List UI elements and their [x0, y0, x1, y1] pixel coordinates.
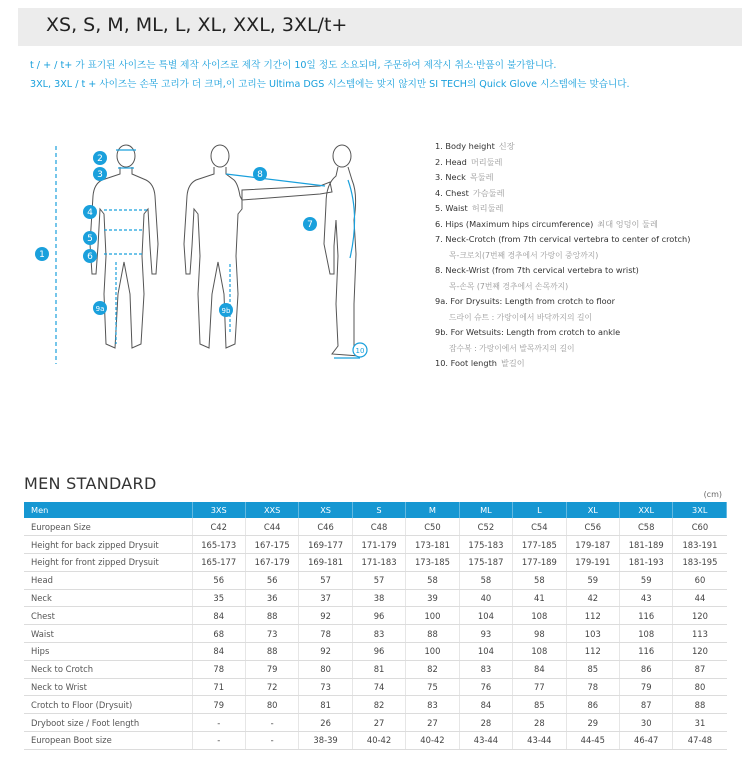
table-cell: 80: [673, 678, 727, 696]
table-cell: 43: [620, 589, 673, 607]
table-cell: 88: [673, 696, 727, 714]
table-cell: 57: [299, 571, 352, 589]
table-cell: 96: [352, 607, 405, 625]
table-cell: 43-44: [459, 732, 512, 750]
table-cell: C52: [459, 518, 512, 536]
marker-label: 1: [39, 250, 45, 260]
column-header: ML: [459, 502, 512, 518]
legend-item: 4. Chest 가슴둘레: [435, 187, 505, 198]
column-header: 3XL: [673, 502, 727, 518]
table-cell: 82: [406, 660, 459, 678]
marker-label: 2: [97, 154, 103, 164]
row-label: Neck to Crotch: [24, 660, 192, 678]
table-cell: C48: [352, 518, 405, 536]
table-cell: 26: [299, 714, 352, 732]
table-cell: 85: [513, 696, 566, 714]
column-header: XXS: [245, 502, 298, 518]
table-cell: 77: [513, 678, 566, 696]
measurement-legend: [435, 139, 735, 372]
table-cell: 169-177: [299, 536, 352, 554]
table-cell: 85: [566, 660, 619, 678]
table-cell: 165-177: [192, 554, 245, 572]
row-label: Height for front zipped Drysuit: [24, 554, 192, 572]
table-cell: 100: [406, 643, 459, 661]
table-cell: C58: [620, 518, 673, 536]
table-row: [24, 696, 727, 714]
table-cell: 173-181: [406, 536, 459, 554]
table-cell: 103: [566, 625, 619, 643]
table-cell: 38: [352, 589, 405, 607]
table-cell: 175-183: [459, 536, 512, 554]
table-cell: 81: [299, 696, 352, 714]
legend-item: 3. Neck 목둘레: [435, 172, 494, 182]
table-header: [24, 502, 727, 518]
table-cell: -: [245, 714, 298, 732]
table-cell: 92: [299, 643, 352, 661]
table-cell: 84: [459, 696, 512, 714]
table-cell: 108: [620, 625, 673, 643]
table-cell: 78: [299, 625, 352, 643]
table-row: [24, 536, 727, 554]
table-cell: 29: [566, 714, 619, 732]
table-cell: 84: [192, 607, 245, 625]
table-cell: 58: [459, 571, 512, 589]
table-cell: 83: [459, 660, 512, 678]
table-cell: 104: [459, 607, 512, 625]
table-cell: 167-175: [245, 536, 298, 554]
table-cell: 56: [245, 571, 298, 589]
table-cell: 72: [245, 678, 298, 696]
table-cell: 73: [299, 678, 352, 696]
table-cell: 181-193: [620, 554, 673, 572]
table-cell: 116: [620, 643, 673, 661]
table-cell: 108: [513, 643, 566, 661]
table-cell: C60: [673, 518, 727, 536]
column-header: L: [513, 502, 566, 518]
marker-label: 3: [97, 170, 103, 180]
table-cell: 56: [192, 571, 245, 589]
marker-label: 7: [307, 220, 313, 230]
row-label: Neck: [24, 589, 192, 607]
title-bar: [18, 8, 742, 46]
table-cell: 59: [620, 571, 673, 589]
table-cell: 87: [673, 660, 727, 678]
table-cell: C46: [299, 518, 352, 536]
measurement-figures: [20, 134, 420, 369]
row-label: Head: [24, 571, 192, 589]
table-cell: 39: [406, 589, 459, 607]
table-row: [24, 643, 727, 661]
table-cell: 27: [406, 714, 459, 732]
marker-label: 6: [87, 252, 93, 262]
unit-label: (cm): [703, 490, 722, 499]
table-row: [24, 518, 727, 536]
table-cell: 83: [406, 696, 459, 714]
table-cell: 68: [192, 625, 245, 643]
legend-item: 7. Neck-Crotch (from 7th cervical vertebra to center of crotch): [435, 234, 691, 244]
table-cell: 73: [245, 625, 298, 643]
table-cell: 31: [673, 714, 727, 732]
legend-item: 5. Waist 허리둘레: [435, 203, 504, 213]
marker-label: 5: [87, 234, 93, 244]
table-row: [24, 678, 727, 696]
table-cell: 36: [245, 589, 298, 607]
table-cell: 44-45: [566, 732, 619, 750]
table-cell: 167-179: [245, 554, 298, 572]
table-cell: 108: [513, 607, 566, 625]
table-cell: 38-39: [299, 732, 352, 750]
table-cell: 30: [620, 714, 673, 732]
table-cell: 179-187: [566, 536, 619, 554]
table-cell: 59: [566, 571, 619, 589]
table-cell: 78: [192, 660, 245, 678]
table-cell: 177-189: [513, 554, 566, 572]
table-cell: 112: [566, 643, 619, 661]
side-body-figure: [324, 145, 360, 356]
table-row: [24, 607, 727, 625]
table-cell: 81: [352, 660, 405, 678]
table-row: [24, 589, 727, 607]
legend-item: 6. Hips (Maximum hips circumference) 최대 엉덩이 둘레: [435, 218, 658, 229]
marker-label: 8: [257, 170, 263, 180]
row-label: European Size: [24, 518, 192, 536]
table-cell: 120: [673, 643, 727, 661]
legend-sub: 드라이 슈트 : 가랑이에서 바닥까지의 길이: [449, 312, 593, 322]
table-row: [24, 714, 727, 732]
table-cell: 37: [299, 589, 352, 607]
page-title: XS, S, M, ML, L, XL, XXL, 3XL/t+: [46, 14, 348, 36]
table-cell: 88: [406, 625, 459, 643]
table-cell: 169-181: [299, 554, 352, 572]
table-cell: 86: [566, 696, 619, 714]
legend-item: 8. Neck-Wrist (from 7th cervical vertebra to wrist): [435, 265, 639, 275]
table-cell: C54: [513, 518, 566, 536]
table-cell: 74: [352, 678, 405, 696]
table-cell: 79: [192, 696, 245, 714]
table-cell: 44: [673, 589, 727, 607]
table-row: [24, 571, 727, 589]
table-cell: 27: [352, 714, 405, 732]
legend-item: 9b. For Wetsuits: Length from crotch to ankle: [435, 327, 621, 337]
column-header: Men: [24, 502, 192, 518]
column-header: S: [352, 502, 405, 518]
table-cell: 96: [352, 643, 405, 661]
legend-item: 1. Body height 신장: [435, 141, 515, 151]
row-label: Chest: [24, 607, 192, 625]
table-cell: 57: [352, 571, 405, 589]
table-cell: 183-195: [673, 554, 727, 572]
table-cell: 100: [406, 607, 459, 625]
table-cell: 60: [673, 571, 727, 589]
legend-item: 9a. For Drysuits: Length from crotch to floor: [435, 296, 615, 306]
table-cell: 175-187: [459, 554, 512, 572]
column-header: XXL: [620, 502, 673, 518]
table-cell: 35: [192, 589, 245, 607]
note-line: t / + / t+ 가 표기된 사이즈는 특별 제작 사이즈로 제작 기간이 10일 정도 소요되며, 주문하여 제작시 취소·반품이 불가합니다.: [30, 60, 557, 71]
table-row: [24, 660, 727, 678]
row-label: Height for back zipped Drysuit: [24, 536, 192, 554]
table-cell: 173-185: [406, 554, 459, 572]
table-cell: 75: [406, 678, 459, 696]
table-cell: C56: [566, 518, 619, 536]
table-cell: 92: [299, 607, 352, 625]
table-cell: -: [192, 732, 245, 750]
table-cell: 86: [620, 660, 673, 678]
table-cell: 179-191: [566, 554, 619, 572]
column-header: 3XS: [192, 502, 245, 518]
table-cell: 46-47: [620, 732, 673, 750]
table-cell: 183-191: [673, 536, 727, 554]
table-cell: 42: [566, 589, 619, 607]
table-row: [24, 625, 727, 643]
marker-label: 9a: [95, 305, 105, 313]
table-cell: 79: [245, 660, 298, 678]
legend-sub: 잠수복 : 가랑이에서 발목까지의 길이: [449, 343, 575, 353]
table-cell: 84: [513, 660, 566, 678]
marker-label: 4: [87, 208, 93, 218]
size-table: [24, 502, 727, 750]
table-cell: 112: [566, 607, 619, 625]
notes: [30, 56, 730, 94]
section-title: MEN STANDARD: [24, 474, 157, 493]
table-cell: 93: [459, 625, 512, 643]
table-cell: 40: [459, 589, 512, 607]
table-cell: 79: [620, 678, 673, 696]
table-cell: 40-42: [352, 732, 405, 750]
column-header: XS: [299, 502, 352, 518]
table-cell: -: [245, 732, 298, 750]
row-label: Crotch to Floor (Drysuit): [24, 696, 192, 714]
marker-label: 10: [355, 347, 365, 355]
table-cell: 47-48: [673, 732, 727, 750]
table-row: [24, 554, 727, 572]
table-cell: 80: [299, 660, 352, 678]
table-cell: 28: [513, 714, 566, 732]
table-cell: C44: [245, 518, 298, 536]
table-cell: 80: [245, 696, 298, 714]
table-cell: 43-44: [513, 732, 566, 750]
table-cell: C50: [406, 518, 459, 536]
table-cell: 78: [566, 678, 619, 696]
table-cell: 98: [513, 625, 566, 643]
table-cell: 40-42: [406, 732, 459, 750]
table-cell: 41: [513, 589, 566, 607]
table-cell: 181-189: [620, 536, 673, 554]
column-header: M: [406, 502, 459, 518]
table-cell: 104: [459, 643, 512, 661]
column-header: XL: [566, 502, 619, 518]
table-cell: 28: [459, 714, 512, 732]
row-label: European Boot size: [24, 732, 192, 750]
note-line: 3XL, 3XL / t + 사이즈는 손목 고리가 더 크며,이 고리는 Ultima DGS 시스템에는 맞지 않지만 SI TECH의 Quick Glove 시스템에는 맞습니다.: [30, 79, 630, 90]
legend-sub: 목-크로치(7번째 경추에서 가랑이 중앙까지): [449, 250, 599, 260]
table-cell: 84: [192, 643, 245, 661]
table-cell: 58: [513, 571, 566, 589]
table-cell: 113: [673, 625, 727, 643]
table-cell: 171-179: [352, 536, 405, 554]
table-cell: 83: [352, 625, 405, 643]
table-cell: 82: [352, 696, 405, 714]
legend-item: 10. Foot length 발길이: [435, 358, 525, 368]
table-cell: 76: [459, 678, 512, 696]
row-label: Dryboot size / Foot length: [24, 714, 192, 732]
table-cell: -: [192, 714, 245, 732]
row-label: Hips: [24, 643, 192, 661]
table-cell: 88: [245, 643, 298, 661]
row-label: Neck to Wrist: [24, 678, 192, 696]
table-cell: 71: [192, 678, 245, 696]
table-cell: 165-173: [192, 536, 245, 554]
legend-item: 2. Head 머리둘레: [435, 156, 503, 167]
legend-sub: 목-손목 (7번째 경추에서 손목까지): [449, 281, 569, 291]
table-cell: C42: [192, 518, 245, 536]
table-cell: 87: [620, 696, 673, 714]
table-cell: 116: [620, 607, 673, 625]
marker-label: 9b: [221, 307, 231, 315]
row-label: Waist: [24, 625, 192, 643]
table-cell: 177-185: [513, 536, 566, 554]
table-row: [24, 732, 727, 750]
table-cell: 58: [406, 571, 459, 589]
table-cell: 171-183: [352, 554, 405, 572]
table-cell: 120: [673, 607, 727, 625]
table-cell: 88: [245, 607, 298, 625]
